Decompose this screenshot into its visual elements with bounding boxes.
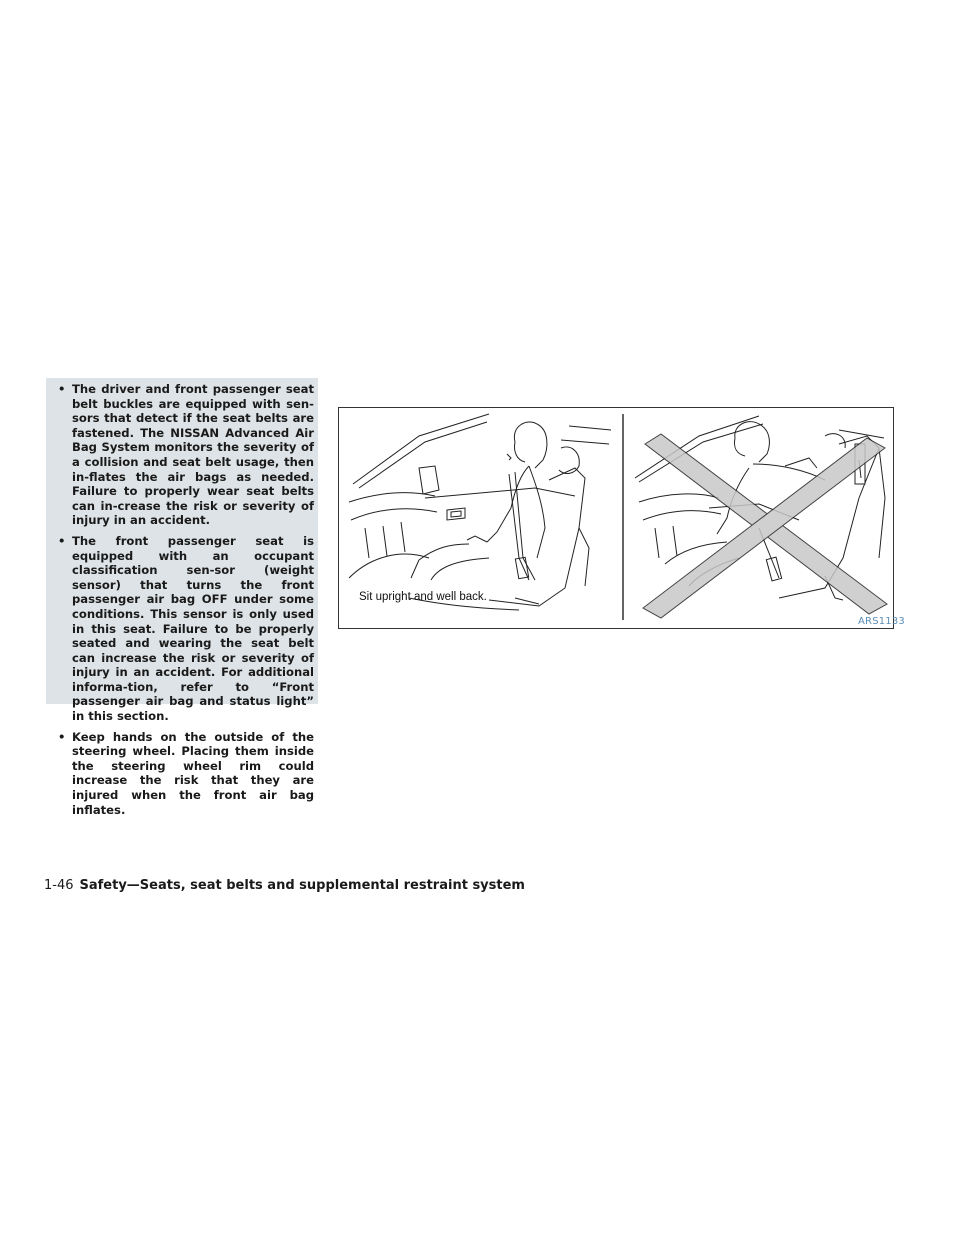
page-number: 1-46 xyxy=(44,878,74,893)
warning-box xyxy=(46,378,318,817)
section-title: Safety—Seats, seat belts and supplemental restraint system xyxy=(79,878,525,893)
figure-caption: Sit upright and well back. xyxy=(359,591,487,603)
figure-code: ARS1133 xyxy=(858,616,905,627)
warning-list xyxy=(58,382,314,817)
warning-item: • The front passenger seat is equipped with an occupant classification sen-sor (weight sensor) that turns the front passenger air bag OFF under some conditions. This sensor is only used in this seat. Failure to be properly seated and wearing the seat belt can increase the risk or severity of injury in an accident. For additional informa-tion, refer to “Front passenger air bag and status light” in this section. xyxy=(58,534,314,724)
page-footer xyxy=(44,878,525,893)
warning-item: • The driver and front passenger seat belt buckles are equipped with sen-sors that detect if the seat belts are fastened. The NISSAN Advanced Air Bag System monitors the severity of a collision and seat belt usage, then in-flates the air bags as needed. Failure to properly wear seat belts can in-crease the risk or severity of injury in an accident. xyxy=(58,382,314,528)
seating-illustration xyxy=(338,407,894,629)
warning-item: • Keep hands on the outside of the steering wheel. Placing them inside the steering wheel rim could increase the risk that they are injured when the front air bag inflates. xyxy=(58,730,314,818)
